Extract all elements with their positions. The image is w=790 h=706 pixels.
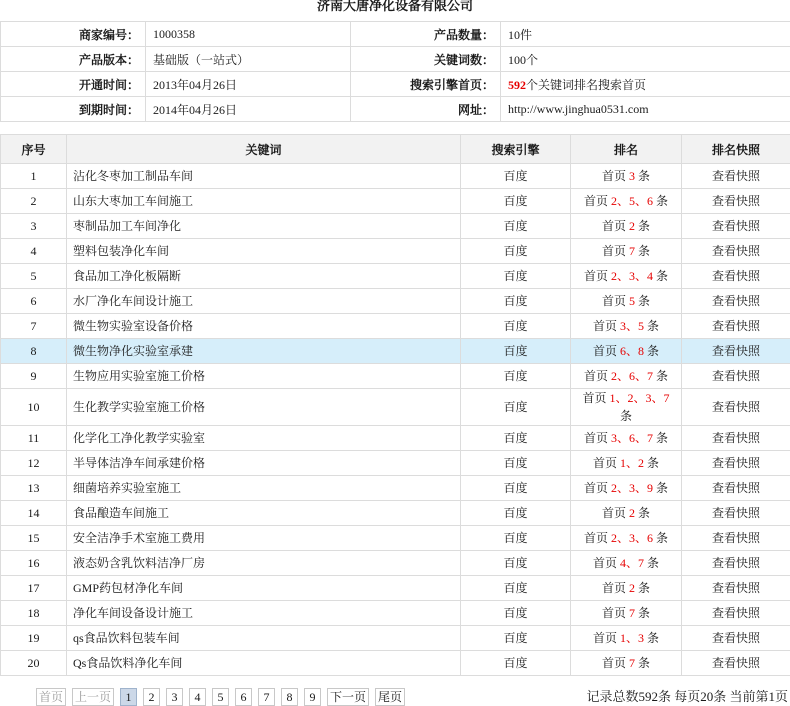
column-header-number: 序号 xyxy=(1,135,67,164)
snapshot-cell xyxy=(682,476,790,501)
rank-cell xyxy=(571,576,682,601)
search-engine-cell: 百度 xyxy=(461,451,571,476)
expire-date-value: 2014年04月26日 xyxy=(146,97,351,122)
keyword-cell: 化学化工净化教学实验室 xyxy=(67,426,461,451)
row-number: 15 xyxy=(1,526,67,551)
table-row xyxy=(1,426,790,451)
search-home-keyword-count: 592 xyxy=(508,77,526,92)
rank-positions: 3、5 xyxy=(619,319,644,333)
rank-positions: 6、8 xyxy=(619,344,644,358)
rank-suffix: 条 xyxy=(638,656,651,670)
rank-suffix: 条 xyxy=(647,631,660,645)
rank-positions: 2、3、9 xyxy=(610,481,653,495)
view-snapshot-link[interactable]: 查看快照 xyxy=(711,481,760,495)
rank-cell xyxy=(571,189,682,214)
view-snapshot-link[interactable]: 查看快照 xyxy=(711,400,760,414)
page-button-9[interactable]: 9 xyxy=(304,688,321,706)
snapshot-cell xyxy=(682,214,790,239)
row-number: 3 xyxy=(1,214,67,239)
row-number: 17 xyxy=(1,576,67,601)
keyword-cell: 净化车间设备设计施工 xyxy=(67,601,461,626)
version-label: 产品版本： xyxy=(1,47,146,72)
snapshot-cell xyxy=(682,426,790,451)
website-label: 网址： xyxy=(351,97,501,122)
keyword-cell: GMP药包材净化车间 xyxy=(67,576,461,601)
snapshot-cell xyxy=(682,601,790,626)
product-count-value: 10件 xyxy=(501,22,790,47)
search-engine-cell: 百度 xyxy=(461,626,571,651)
view-snapshot-link[interactable]: 查看快照 xyxy=(711,606,760,620)
search-engine-cell: 百度 xyxy=(461,426,571,451)
rank-positions: 2、6、7 xyxy=(610,369,653,383)
table-row xyxy=(1,551,790,576)
rank-suffix: 条 xyxy=(638,606,651,620)
rank-prefix: 首页 xyxy=(601,169,626,183)
rank-prefix: 首页 xyxy=(601,244,626,258)
table-row xyxy=(1,501,790,526)
rank-suffix: 条 xyxy=(638,244,651,258)
row-number: 12 xyxy=(1,451,67,476)
search-engine-cell: 百度 xyxy=(461,264,571,289)
table-row xyxy=(1,389,790,426)
page-button-3[interactable]: 3 xyxy=(166,688,183,706)
rank-positions: 5 xyxy=(629,294,635,308)
table-row xyxy=(1,189,790,214)
rank-suffix: 条 xyxy=(638,294,651,308)
rank-cell xyxy=(571,364,682,389)
view-snapshot-link[interactable]: 查看快照 xyxy=(711,169,760,183)
table-row xyxy=(1,239,790,264)
table-row xyxy=(1,476,790,501)
open-date-value: 2013年04月26日 xyxy=(146,72,351,97)
row-number: 20 xyxy=(1,651,67,676)
keyword-cell: 枣制品加工车间净化 xyxy=(67,214,461,239)
rank-suffix: 条 xyxy=(638,506,651,520)
column-header-rank: 排名 xyxy=(571,135,682,164)
rank-suffix: 条 xyxy=(647,344,660,358)
table-row xyxy=(1,526,790,551)
keyword-cell: 微生物实验室设备价格 xyxy=(67,314,461,339)
snapshot-cell xyxy=(682,626,790,651)
view-snapshot-link[interactable]: 查看快照 xyxy=(711,369,760,383)
rank-cell xyxy=(571,314,682,339)
page-button-2[interactable]: 2 xyxy=(143,688,160,706)
snapshot-cell xyxy=(682,289,790,314)
rank-positions: 2、5、6 xyxy=(610,194,653,208)
rank-cell xyxy=(571,289,682,314)
table-row xyxy=(1,314,790,339)
table-row xyxy=(1,626,790,651)
rank-prefix: 首页 xyxy=(583,269,608,283)
rank-suffix: 条 xyxy=(656,194,669,208)
rank-cell xyxy=(571,339,682,364)
prev-page-button[interactable]: 上一页 xyxy=(72,688,114,706)
keyword-cell: qs食品饮料包装车间 xyxy=(67,626,461,651)
page-button-6[interactable]: 6 xyxy=(235,688,252,706)
search-engine-cell: 百度 xyxy=(461,526,571,551)
rank-suffix: 条 xyxy=(619,409,632,423)
view-snapshot-link[interactable]: 查看快照 xyxy=(711,269,760,283)
row-number: 16 xyxy=(1,551,67,576)
search-engine-cell: 百度 xyxy=(461,476,571,501)
table-row xyxy=(1,264,790,289)
column-header-search-engine: 搜索引擎 xyxy=(461,135,571,164)
search-engine-cell: 百度 xyxy=(461,239,571,264)
view-snapshot-link[interactable]: 查看快照 xyxy=(711,431,760,445)
keyword-cell: 食品加工净化板隔断 xyxy=(67,264,461,289)
rank-cell xyxy=(571,651,682,676)
keyword-cell: 细菌培养实验室施工 xyxy=(67,476,461,501)
keyword-ranking-table xyxy=(0,134,790,676)
rank-prefix: 首页 xyxy=(583,194,608,208)
row-number: 13 xyxy=(1,476,67,501)
row-number: 7 xyxy=(1,314,67,339)
rank-positions: 2 xyxy=(629,506,635,520)
rank-positions: 2 xyxy=(629,219,635,233)
rank-cell xyxy=(571,426,682,451)
version-value: 基础版（一站式） xyxy=(146,47,351,72)
view-snapshot-link[interactable]: 查看快照 xyxy=(711,506,760,520)
rank-positions: 2 xyxy=(629,581,635,595)
view-snapshot-link[interactable]: 查看快照 xyxy=(711,656,760,670)
rank-positions: 3、6、7 xyxy=(610,431,653,445)
rank-prefix: 首页 xyxy=(583,531,608,545)
table-row xyxy=(1,289,790,314)
search-engine-cell: 百度 xyxy=(461,389,571,426)
rank-cell xyxy=(571,389,682,426)
snapshot-cell xyxy=(682,576,790,601)
row-number: 8 xyxy=(1,339,67,364)
search-engine-cell: 百度 xyxy=(461,501,571,526)
row-number: 5 xyxy=(1,264,67,289)
table-row xyxy=(1,576,790,601)
search-engine-cell: 百度 xyxy=(461,289,571,314)
info-row xyxy=(1,47,790,72)
search-engine-cell: 百度 xyxy=(461,164,571,189)
rank-cell xyxy=(571,601,682,626)
rank-positions: 1、3 xyxy=(619,631,644,645)
rank-suffix: 条 xyxy=(656,531,669,545)
rank-positions: 2、3、4 xyxy=(610,269,653,283)
search-engine-cell: 百度 xyxy=(461,364,571,389)
rank-positions: 2、3、6 xyxy=(610,531,653,545)
row-number: 11 xyxy=(1,426,67,451)
view-snapshot-link[interactable]: 查看快照 xyxy=(711,319,760,333)
rank-suffix: 条 xyxy=(638,219,651,233)
rank-prefix: 首页 xyxy=(592,631,617,645)
keyword-cell: 水厂净化车间设计施工 xyxy=(67,289,461,314)
row-number: 14 xyxy=(1,501,67,526)
rank-prefix: 首页 xyxy=(601,581,626,595)
rank-suffix: 条 xyxy=(647,556,660,570)
merchant-id-value: 1000358 xyxy=(146,22,351,47)
view-snapshot-link[interactable]: 查看快照 xyxy=(711,631,760,645)
keyword-table-head xyxy=(1,135,790,164)
search-engine-cell: 百度 xyxy=(461,214,571,239)
rank-positions: 7 xyxy=(629,244,635,258)
row-number: 6 xyxy=(1,289,67,314)
rank-prefix: 首页 xyxy=(601,506,626,520)
record-summary: 记录总数592条 每页20条 当前第1页 xyxy=(586,689,788,704)
page-button-1[interactable]: 1 xyxy=(120,688,137,706)
view-snapshot-link[interactable]: 查看快照 xyxy=(711,219,760,233)
rank-suffix: 条 xyxy=(647,456,660,470)
rank-suffix: 条 xyxy=(647,319,660,333)
keyword-count-label: 关键词数： xyxy=(351,47,501,72)
rank-positions: 3 xyxy=(629,169,635,183)
next-page-button[interactable]: 下一页 xyxy=(327,688,369,706)
search-engine-cell: 百度 xyxy=(461,339,571,364)
search-engine-cell: 百度 xyxy=(461,189,571,214)
rank-cell xyxy=(571,501,682,526)
keyword-cell: 沾化冬枣加工制品车间 xyxy=(67,164,461,189)
page-button-7[interactable]: 7 xyxy=(258,688,275,706)
view-snapshot-link[interactable]: 查看快照 xyxy=(711,556,760,570)
view-snapshot-link[interactable]: 查看快照 xyxy=(711,456,760,470)
snapshot-cell xyxy=(682,189,790,214)
merchant-info-table xyxy=(0,21,790,122)
first-page-button[interactable]: 首页 xyxy=(36,688,66,706)
website-value xyxy=(501,97,790,122)
view-snapshot-link[interactable]: 查看快照 xyxy=(711,531,760,545)
rank-prefix: 首页 xyxy=(601,219,626,233)
rank-suffix: 条 xyxy=(638,169,651,183)
snapshot-cell xyxy=(682,526,790,551)
open-date-label: 开通时间： xyxy=(1,72,146,97)
keyword-cell: 生物应用实验室施工价格 xyxy=(67,364,461,389)
keyword-cell: 生化教学实验室施工价格 xyxy=(67,389,461,426)
table-row xyxy=(1,651,790,676)
snapshot-cell xyxy=(682,501,790,526)
keyword-cell: 塑料包装净化车间 xyxy=(67,239,461,264)
page-title: 济南大唐净化设备有限公司 xyxy=(316,0,473,14)
rank-suffix: 条 xyxy=(656,431,669,445)
merchant-info-body xyxy=(1,22,790,122)
search-home-text: 个关键词排名搜索首页 xyxy=(526,77,647,92)
website-link[interactable]: http://www.jinghua0531.com xyxy=(508,101,649,116)
view-snapshot-link[interactable]: 查看快照 xyxy=(711,344,760,358)
row-number: 18 xyxy=(1,601,67,626)
row-number: 19 xyxy=(1,626,67,651)
keyword-cell: Qs食品饮料净化车间 xyxy=(67,651,461,676)
rank-prefix: 首页 xyxy=(592,319,617,333)
merchant-id-label: 商家编号： xyxy=(1,22,146,47)
rank-prefix: 首页 xyxy=(601,606,626,620)
rank-prefix: 首页 xyxy=(592,456,617,470)
keyword-cell: 半导体洁净车间承建价格 xyxy=(67,451,461,476)
rank-positions: 7 xyxy=(629,606,635,620)
keyword-cell: 微生物净化实验室承建 xyxy=(67,339,461,364)
row-number: 1 xyxy=(1,164,67,189)
rank-prefix: 首页 xyxy=(592,556,617,570)
table-row xyxy=(1,451,790,476)
column-header-snapshot: 排名快照 xyxy=(682,135,790,164)
rank-cell xyxy=(571,214,682,239)
rank-positions: 1、2、3、7 xyxy=(609,391,670,405)
column-header-keyword: 关键词 xyxy=(67,135,461,164)
info-row xyxy=(1,97,790,122)
snapshot-cell xyxy=(682,389,790,426)
search-home-value xyxy=(501,72,790,97)
view-snapshot-link[interactable]: 查看快照 xyxy=(711,244,760,258)
keyword-cell: 安全洁净手术室施工费用 xyxy=(67,526,461,551)
keyword-cell: 山东大枣加工车间施工 xyxy=(67,189,461,214)
row-number: 2 xyxy=(1,189,67,214)
rank-prefix: 首页 xyxy=(601,656,626,670)
row-number: 9 xyxy=(1,364,67,389)
rank-suffix: 条 xyxy=(656,369,669,383)
snapshot-cell xyxy=(682,364,790,389)
table-row xyxy=(1,339,790,364)
rank-cell xyxy=(571,264,682,289)
rank-suffix: 条 xyxy=(638,581,651,595)
rank-positions: 1、2 xyxy=(619,456,644,470)
snapshot-cell xyxy=(682,651,790,676)
rank-cell xyxy=(571,626,682,651)
view-snapshot-link[interactable]: 查看快照 xyxy=(711,194,760,208)
rank-cell xyxy=(571,164,682,189)
expire-date-label: 到期时间： xyxy=(1,97,146,122)
snapshot-cell xyxy=(682,239,790,264)
rank-cell xyxy=(571,526,682,551)
snapshot-cell xyxy=(682,164,790,189)
page-button-8[interactable]: 8 xyxy=(281,688,298,706)
rank-prefix: 首页 xyxy=(583,481,608,495)
rank-prefix: 首页 xyxy=(601,294,626,308)
keyword-count-value: 100个 xyxy=(501,47,790,72)
view-snapshot-link[interactable]: 查看快照 xyxy=(711,581,760,595)
product-count-label: 产品数量： xyxy=(351,22,501,47)
search-engine-cell: 百度 xyxy=(461,551,571,576)
snapshot-cell xyxy=(682,451,790,476)
rank-positions: 7 xyxy=(629,656,635,670)
row-number: 4 xyxy=(1,239,67,264)
rank-cell xyxy=(571,451,682,476)
table-row xyxy=(1,601,790,626)
search-home-label: 搜索引擎首页： xyxy=(351,72,501,97)
rank-prefix: 首页 xyxy=(583,369,608,383)
rank-suffix: 条 xyxy=(656,481,669,495)
rank-positions: 4、7 xyxy=(619,556,644,570)
keyword-cell: 液态奶含乳饮料洁净厂房 xyxy=(67,551,461,576)
keyword-table-body xyxy=(1,164,790,676)
page-button-5[interactable]: 5 xyxy=(212,688,229,706)
keyword-cell: 食品酿造车间施工 xyxy=(67,501,461,526)
rank-prefix: 首页 xyxy=(592,344,617,358)
row-number: 10 xyxy=(1,389,67,426)
rank-cell xyxy=(571,476,682,501)
rank-prefix: 首页 xyxy=(583,431,608,445)
search-engine-cell: 百度 xyxy=(461,651,571,676)
table-row xyxy=(1,164,790,189)
search-engine-cell: 百度 xyxy=(461,576,571,601)
snapshot-cell xyxy=(682,264,790,289)
snapshot-cell xyxy=(682,551,790,576)
rank-cell xyxy=(571,239,682,264)
search-engine-cell: 百度 xyxy=(461,601,571,626)
snapshot-cell xyxy=(682,339,790,364)
table-header-row xyxy=(1,135,790,164)
table-row xyxy=(1,364,790,389)
page-button-4[interactable]: 4 xyxy=(189,688,206,706)
rank-prefix: 首页 xyxy=(582,391,607,405)
search-engine-cell: 百度 xyxy=(461,314,571,339)
info-row xyxy=(1,22,790,47)
snapshot-cell xyxy=(682,314,790,339)
info-row xyxy=(1,72,790,97)
rank-suffix: 条 xyxy=(656,269,669,283)
view-snapshot-link[interactable]: 查看快照 xyxy=(711,294,760,308)
table-row xyxy=(1,214,790,239)
last-page-button[interactable]: 尾页 xyxy=(375,688,405,706)
rank-cell xyxy=(571,551,682,576)
pagination xyxy=(36,688,405,706)
